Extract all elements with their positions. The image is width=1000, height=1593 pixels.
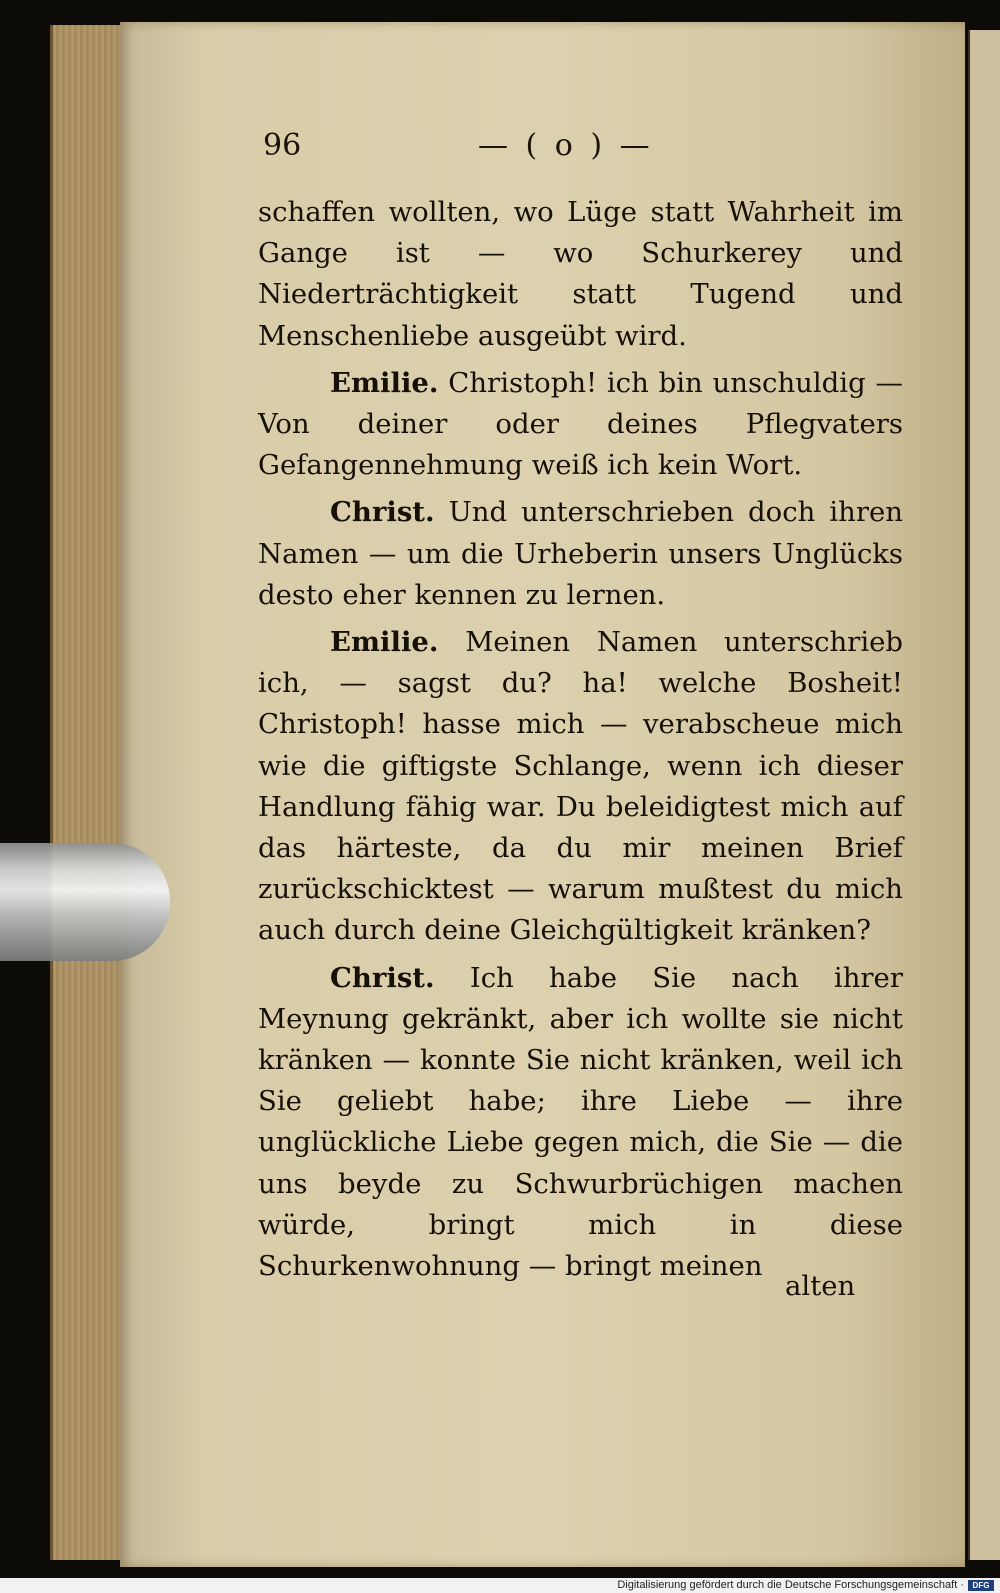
page-text xyxy=(258,192,903,1287)
speaker-label: Christ. xyxy=(330,496,435,529)
footer-credit: Digitalisierung gefördert durch die Deutsche Forschungsgemeinschaft · xyxy=(617,1579,964,1591)
facing-page-edge xyxy=(968,30,1000,1560)
paragraph-text: Christoph! ich bin unschuldig — Von deiner oder deines Pflegvaters Gefangennehmung weiß ich kein Wort. xyxy=(258,366,903,482)
paragraph-1 xyxy=(258,192,903,357)
speaker-label: Emilie. xyxy=(330,626,439,659)
page-edge-stack xyxy=(50,25,125,1560)
dfg-logo: DFG xyxy=(968,1580,994,1591)
paragraph-text: Meinen Namen unterschrieb ich, — sagst du? ha! welche Bosheit! Christoph! hasse mich — verabscheue mich wie die giftigste Schlange, wenn ich dieser Handlung fähig war. Du beleidigtest mich auf das härteste, da du mir meinen Brief zurückschicktest — warum mußtest du mich auch durch deine Gleichgültigkeit kränken? xyxy=(258,626,903,947)
paragraph-4 xyxy=(258,622,903,952)
paragraph-text: Ich habe Sie nach ihrer Meynung gekränkt, aber ich wollte sie nicht kränken — konnte Sie nicht kränken, weil ich Sie geliebt habe; ihre Liebe — ihre unglückliche Liebe gegen mich, die Sie — die uns beyde zu Schwurbrüchigen machen würde, bringt mich in diese Schurkenwohnung — bringt meinen xyxy=(258,961,903,1283)
running-head: — ( o ) — xyxy=(478,128,654,163)
speaker-label: Christ. xyxy=(330,961,435,994)
paragraph-5 xyxy=(258,958,903,1288)
paragraph-3 xyxy=(258,492,903,616)
page-holder-clip xyxy=(0,843,170,961)
paragraph-2 xyxy=(258,363,903,487)
speaker-label: Emilie. xyxy=(330,366,439,399)
page-header xyxy=(263,128,883,178)
page-number: 96 xyxy=(263,128,302,163)
catchword: alten xyxy=(785,1270,856,1302)
paragraph-text: Und unterschrieben doch ihren Namen — um die Urheberin unsers Unglücks desto eher kennen zu lernen. xyxy=(258,496,903,611)
paragraph-text: schaffen wollten, wo Lüge statt Wahrheit im Gange ist — wo Schurkerey und Niederträchtigkeit statt Tugend und Menschenliebe ausgeübt wird. xyxy=(258,196,903,352)
digitization-footer xyxy=(0,1578,1000,1593)
